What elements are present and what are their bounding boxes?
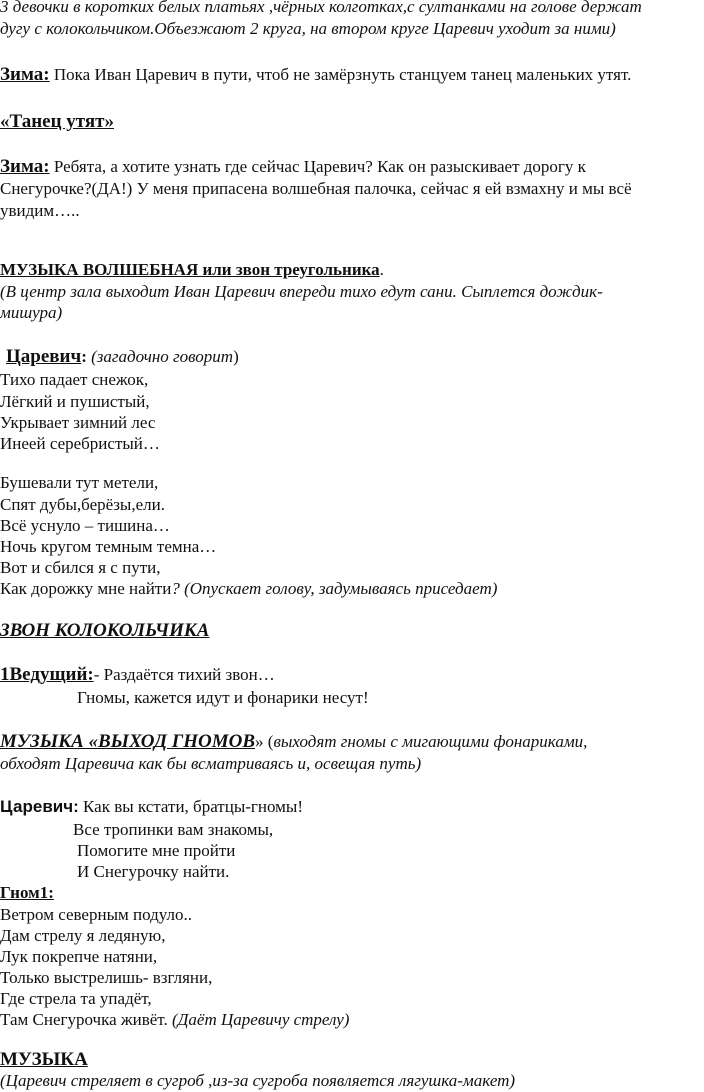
dance-title: «Танец утят» <box>0 111 114 132</box>
stage-direction-line: дугу с колокольчиком.Объезжают 2 круга, на втором круге Царевич уходит за ними) <box>0 19 616 38</box>
stage-direction: выходят гномы с мигающими фонариками, <box>273 732 588 751</box>
speech-line: Все тропинки вам знакомы, <box>73 820 274 839</box>
poem-line: Только выстрелишь- взгляни, <box>0 968 213 987</box>
zima-line <box>0 156 586 178</box>
punctuation: ) <box>233 347 239 366</box>
poem-line: Где стрела та упадёт, <box>0 989 152 1008</box>
poem-line: Бушевали тут метели, <box>0 473 159 492</box>
stage-direction: (Даёт Царевичу стрелу) <box>171 1010 350 1029</box>
poem-line: Спят дубы,берёзы,ели. <box>0 495 165 514</box>
stage-direction-line: (В центр зала выходит Иван Царевич впереди тихо едут сани. Сыплется дождик- <box>0 282 603 301</box>
sound-cue-title: ЗВОН КОЛОКОЛЬЧИКА <box>0 620 210 641</box>
poem-line: Вот и сбился я с пути, <box>0 558 161 577</box>
host-line <box>0 664 275 686</box>
speech-line: Гномы, кажется идут и фонарики несут! <box>77 688 369 707</box>
punctuation: : <box>81 347 92 366</box>
speech-text: Как вы кстати, братцы-гномы! <box>78 797 304 816</box>
speech-line: Снегурочке?(ДА!) У меня припасена волшебная палочка, сейчас я ей взмахну и мы всё <box>0 179 632 198</box>
poem-line: Лук покрепче натяни, <box>0 947 158 966</box>
punctuation: » ( <box>255 732 274 751</box>
poem-line: Тихо падает снежок, <box>0 370 149 389</box>
music-cue-title: МУЗЫКА <box>0 1049 88 1070</box>
speech-text: - Раздаётся тихий звон… <box>93 665 275 684</box>
poem-line <box>0 578 497 600</box>
music-cue <box>0 731 587 753</box>
tsarevich-line <box>0 346 239 368</box>
speaker-name: Царевич: <box>0 797 79 816</box>
speaker-name: Зима: <box>0 64 50 85</box>
speech-text: Пока Иван Царевич в пути, чтоб не замёрзнуть станцуем танец маленьких утят. <box>49 65 632 84</box>
music-cue <box>0 259 384 281</box>
poem-line: Укрывает зимний лес <box>0 413 156 432</box>
speaker-name: Царевич <box>6 346 82 367</box>
poem-line: Дам стрелу я ледяную, <box>0 926 166 945</box>
speaker-name: Зима: <box>0 156 50 177</box>
speech-line: Помогите мне пройти <box>77 841 236 860</box>
poem-text: Как дорожку мне найти <box>0 579 172 598</box>
tsarevich-line <box>0 796 303 818</box>
stage-direction: (загадочно говорит <box>91 347 234 366</box>
poem-text: Там Снегурочка живёт. <box>0 1010 172 1029</box>
poem-line: Всё уснуло – тишина… <box>0 516 170 535</box>
speech-line: И Снегурочку найти. <box>77 862 230 881</box>
speech-text: Ребята, а хотите узнать где сейчас Царевич? Как он разыскивает дорогу к <box>49 157 586 176</box>
poem-line: Ночь кругом темным темна… <box>0 537 217 556</box>
speech-line: увидим….. <box>0 201 80 220</box>
music-cue-title: МУЗЫКА «ВЫХОД ГНОМОВ <box>0 731 256 752</box>
stage-direction-line: (Царевич стреляет в сугроб ,из-за сугроба появляется лягушка-макет) <box>0 1071 516 1090</box>
stage-direction-line: мишура) <box>0 303 63 322</box>
poem-line: Ветром северным подуло.. <box>0 905 192 924</box>
zima-line <box>0 64 631 86</box>
stage-direction: ? (Опускает голову, задумываясь приседает) <box>171 579 498 598</box>
poem-line: Лёгкий и пушистый, <box>0 392 150 411</box>
speaker-name: 1Ведущий: <box>0 664 94 685</box>
music-cue-title: МУЗЫКА ВОЛШЕБНАЯ или звон треугольника <box>0 260 380 279</box>
stage-direction-line: 3 девочки в коротких белых платьях ,чёрных колготках,с султанками на голове держат <box>0 0 642 16</box>
speaker-name: Гном1: <box>0 883 54 902</box>
stage-direction-line: обходят Царевича как бы всматриваясь и, освещая путь) <box>0 754 422 773</box>
poem-line <box>0 1009 349 1031</box>
poem-line: Инеей серебристый… <box>0 434 160 453</box>
punctuation: . <box>379 260 384 279</box>
